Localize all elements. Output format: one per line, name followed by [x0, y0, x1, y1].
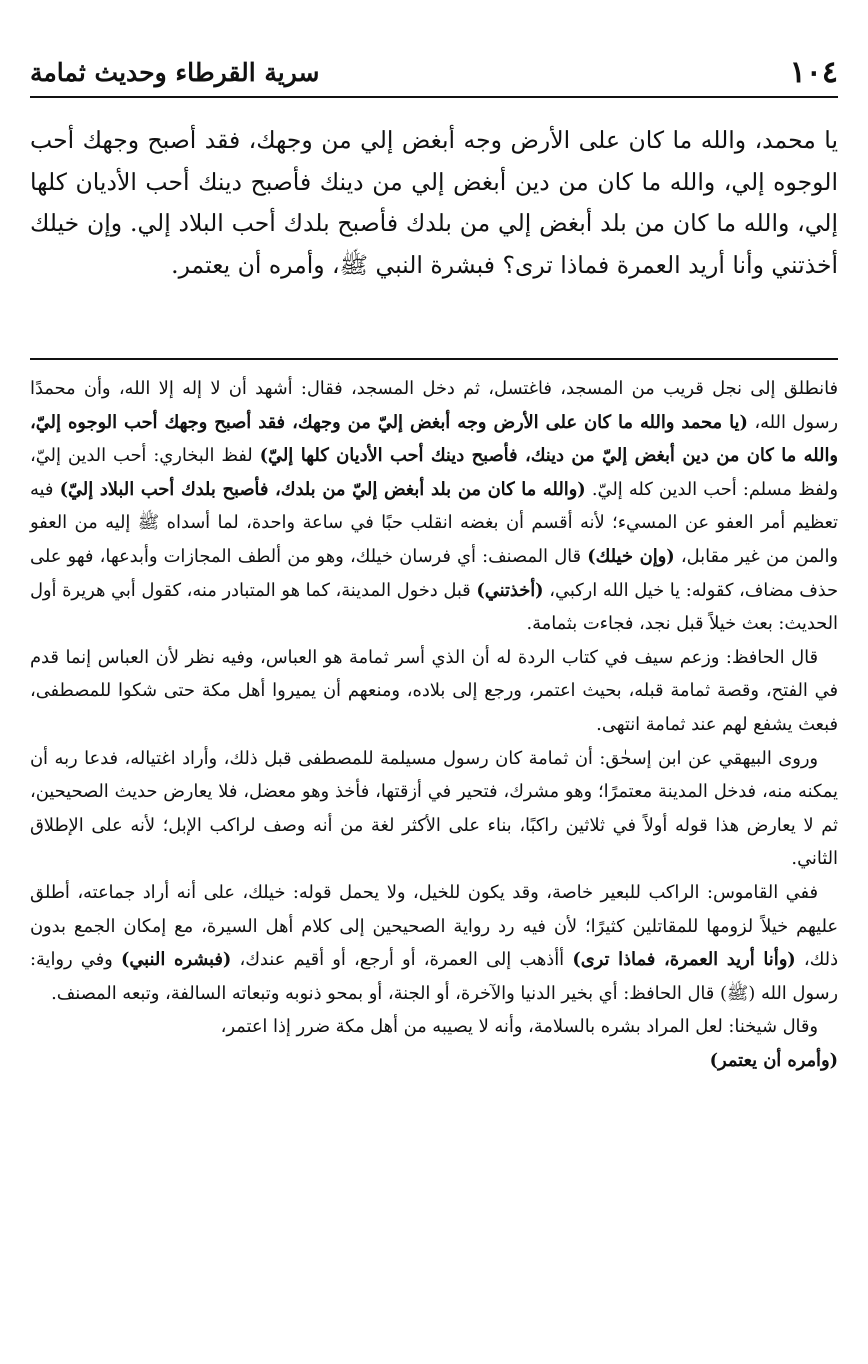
- section-divider: [30, 358, 838, 360]
- commentary-paragraph-1: [30, 372, 838, 641]
- p1-quote-3: (والله ما كان من بلد أبغض إليّ من بلدك، فأصبح بلدك أحب البلاد إليّ): [59, 478, 586, 500]
- commentary: [30, 372, 838, 1077]
- page-number: ١٠٤: [789, 54, 838, 90]
- p4-seg-4: وفي رواية: رسول الله (ﷺ) قال الحافظ: أي بخير الدنيا والآخرة، أو الجنة، أو بمحو ذنوبه وتبعاته السالفة، وتبعه المصنف.: [30, 949, 838, 1004]
- p1-seg-6: قال المصنف: أي فرسان خيلك، وهو من ألطف المجازات وأبدعها، فهو على حذف مضاف، كقوله: يا خيل الله اركبي،: [30, 545, 838, 601]
- p5-seg-0: وقال شيخنا: لعل المراد بشره بالسلامة، وأنه لا يصيبه من أهل مكة ضرر إذا اعتمر،: [220, 1016, 818, 1038]
- page-header: [30, 52, 838, 92]
- p4-quote-3: (فبشره النبي): [120, 949, 232, 971]
- header-rule: [30, 96, 838, 98]
- p1-seg-0: فانطلق إلى نجل قريب من المسجد، فاغتسل، ثم دخل المسجد، فقال: أشهد أن لا إله إلا الله، وأن محمدًا رسول الله،: [30, 378, 839, 433]
- p5-quote-1: (وأمره أن يعتمر): [709, 1049, 838, 1071]
- hadith-text: يا محمد، والله ما كان على الأرض وجه أبغض إلي من وجهك، فقد أصبح وجهك أحب الوجوه إلي، والله ما كان من دين أبغض إلي من دينك فأصبح دينك أحب الأديان كلها إلي، والله ما كان من بلد أبغض إلي من بلدك فأصبح بلدك أحب البلاد إلي. وإن خيلك أخذتني وأنا أريد العمرة فماذا ترى؟ فبشرة النبي ﷺ، وأمره أن يعتمر.: [30, 126, 838, 279]
- p1-seg-4: فيه تعظيم أمر العفو عن المسيء؛ لأنه أقسم أن بغضه انقلب حبًا في ساعة واحدة، لما أسداه ﷺ إليه من العفو والمن من غير مقابل،: [30, 478, 838, 567]
- commentary-paragraph-2: قال الحافظ: وزعم سيف في كتاب الردة له أن الذي أسر ثمامة هو العباس، وفيه نظر لأن العباس إنما قدم في الفتح، وقصة ثمامة قبله، بحيث اعتمر، ورجع إلى بلاده، ومنعهم أن يميروا أهل مكة حتى شكوا للمصطفى، فبعث يشفع لهم عند ثمامة انتهى.: [30, 646, 838, 735]
- commentary-paragraph-5: [30, 1010, 838, 1077]
- p1-seg-2: لفظ البخاري: أحب الدين إليّ، ولفظ مسلم: أحب الدين كله إليّ.: [30, 445, 838, 500]
- p4-seg-0: ففي القاموس: الراكب للبعير خاصة، وقد يكون للخيل، ولا يحمل قوله: خيلك، على أنه أراد جماعته، أطلق عليهم خيلاً لزومها للمقاتلين كثيرًا؛ لأن فيه رد رواية الصحيحين إلى كلام أهل السيرة، مع إمكان الجمع بدون ذلك،: [30, 881, 838, 971]
- commentary-paragraph-3: وروى البيهقي عن ابن إسحٰق: أن ثمامة كان رسول مسيلمة للمصطفى قبل ذلك، وأراد اغتياله، فدعا ربه أن يمكنه منه، فدخل المدينة معتمرًا؛ وهو مشرك، فتحير في أزقتها، فأخذ وهو معضل، فلا يعارض حديث الصحيحين، ثم لا يعارض هذا قوله أولاً في ثلاثين راكبًا، بناء على الأكثر لغة من أنه وصف لراكب الإبل؛ لأنه على الإطلاق الثاني.: [30, 747, 838, 870]
- p4-seg-2: أأذهب إلى العمرة، أو أرجع، أو أقيم عندك،: [231, 949, 573, 971]
- p1-quote-7: (أخذتني): [476, 579, 544, 601]
- p4-quote-1: (وأنا أريد العمرة، فماذا ترى): [572, 949, 796, 971]
- p1-quote-5: (وإن خيلك): [587, 545, 675, 567]
- p1-quote-1: (يا محمد والله ما كان على الأرض وجه أبغض إليّ من وجهك، فقد أصبح وجهك أحب الوجوه إليّ، والله ما كان من دين أبغض إليّ من دينك، فأصبح دينك أحب الأديان كلها إليّ): [30, 411, 838, 467]
- running-title: سرية القرطاء وحديث ثمامة: [30, 57, 320, 87]
- commentary-paragraph-4: [30, 876, 838, 1010]
- p1-seg-8: قبل دخول المدينة، كما هو المتبادر منه، كقول أبي هريرة أول الحديث: بعث خيلاً قبل نجد، فجاءت بثمامة.: [30, 579, 838, 635]
